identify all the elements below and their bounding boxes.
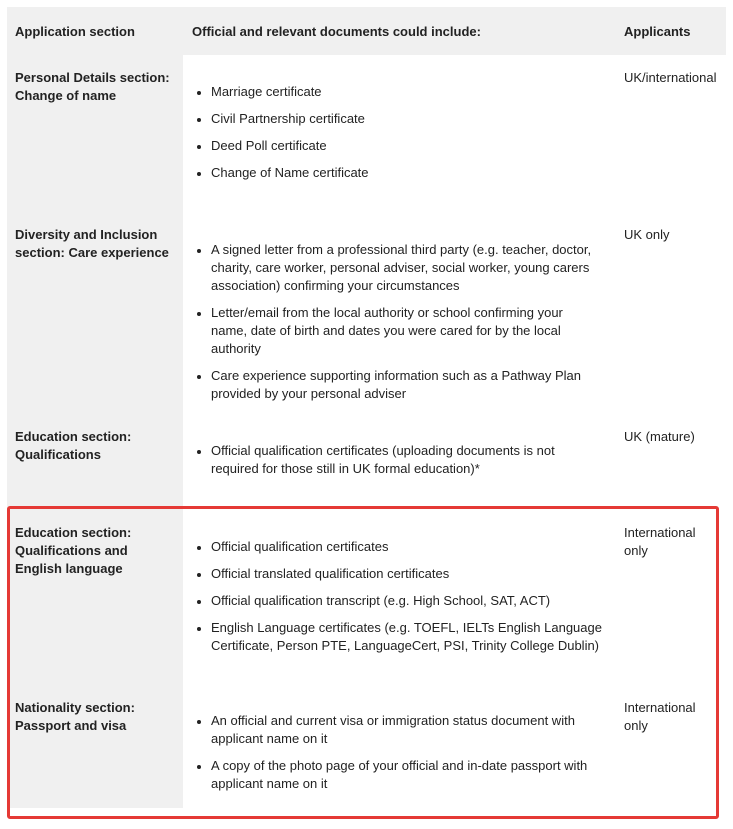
table-row-qualifications [7, 415, 726, 509]
documents-list [192, 442, 602, 478]
documents-cell [183, 55, 616, 213]
list-item: An official and current visa or immigration status document with applicant name on it [192, 712, 602, 748]
list-item: Official translated qualification certificates [192, 565, 602, 583]
section-cell: Education section: Qualifications and English language [7, 509, 183, 684]
documents-cell [183, 213, 616, 415]
section-cell: Nationality section: Passport and visa [7, 684, 183, 808]
list-item: Change of Name certificate [192, 164, 602, 182]
documents-cell [183, 509, 616, 684]
section-cell: Diversity and Inclusion section: Care experience [7, 213, 183, 415]
documents-cell [183, 684, 616, 808]
table-header-row [7, 7, 726, 55]
list-item: Care experience supporting information such as a Pathway Plan provided by your personal adviser [192, 367, 602, 403]
table-row-passport-visa [7, 684, 726, 808]
documents-list [192, 538, 602, 655]
applicants-cell: International only [624, 700, 696, 733]
table-row-qualifications-english [7, 509, 726, 684]
applicants-cell: UK/international [624, 70, 717, 85]
list-item: Official qualification certificates (uploading documents is not required for those still in UK formal education)* [192, 442, 602, 478]
documents-list [192, 83, 602, 182]
list-item: Marriage certificate [192, 83, 602, 101]
documents-table [7, 7, 726, 808]
applicants-cell: UK only [624, 227, 670, 242]
list-item: Letter/email from the local authority or school confirming your name, date of birth and dates you were cared for by the local authority [192, 304, 602, 358]
table-row-change-of-name [7, 55, 726, 213]
header-applicants: Applicants [616, 7, 726, 55]
applicants-cell: UK (mature) [624, 429, 695, 444]
list-item: Official qualification transcript (e.g. High School, SAT, ACT) [192, 592, 602, 610]
applicants-cell: International only [624, 525, 696, 558]
documents-cell [183, 415, 616, 509]
header-application-section: Application section [7, 7, 183, 55]
header-documents: Official and relevant documents could include: [183, 7, 616, 55]
documents-list [192, 241, 602, 403]
documents-list [192, 712, 602, 793]
list-item: Official qualification certificates [192, 538, 602, 556]
section-cell: Education section: Qualifications [7, 415, 183, 509]
list-item: Civil Partnership certificate [192, 110, 602, 128]
table-row-care-experience [7, 213, 726, 415]
list-item: A signed letter from a professional third party (e.g. teacher, doctor, charity, care worker, personal adviser, social worker, young carers association) confirming your circumstances [192, 241, 602, 295]
list-item: A copy of the photo page of your official and in-date passport with applicant name on it [192, 757, 602, 793]
section-cell: Personal Details section: Change of name [7, 55, 183, 213]
list-item: English Language certificates (e.g. TOEFL, IELTs English Language Certificate, Person PTE, LanguageCert, PSI, Trinity College Dublin) [192, 619, 602, 655]
list-item: Deed Poll certificate [192, 137, 602, 155]
